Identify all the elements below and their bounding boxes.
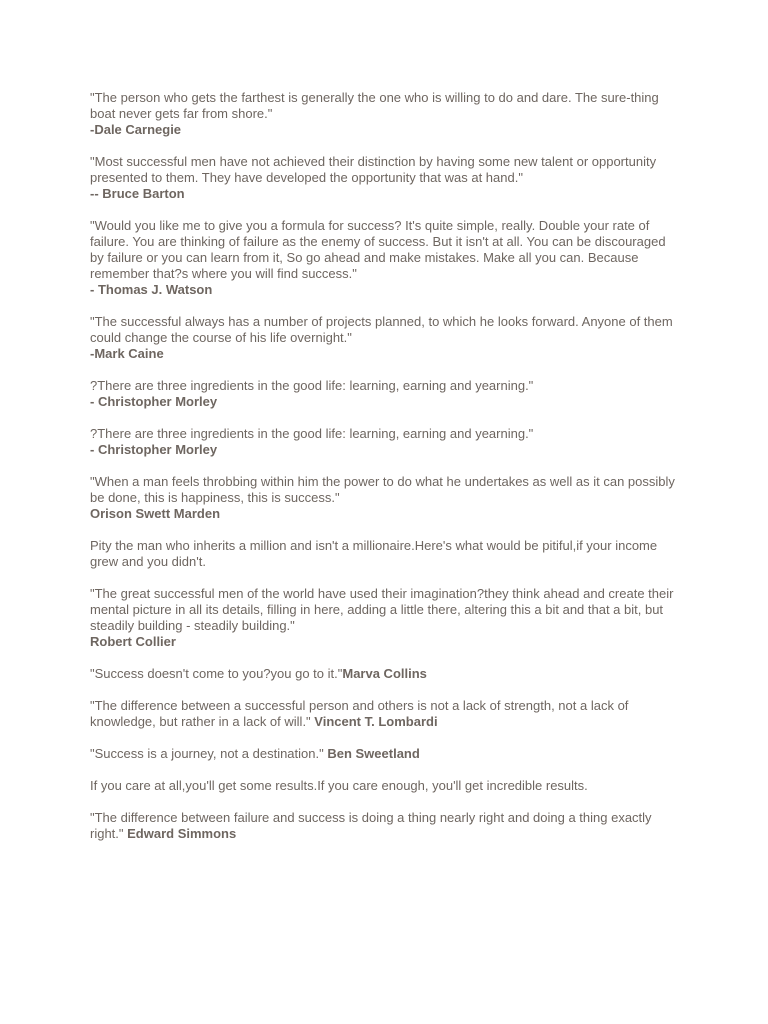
quote-author: Orison Swett Marden xyxy=(90,506,221,521)
quote-block xyxy=(90,378,680,410)
quote-author: Ben Sweetland xyxy=(327,746,420,761)
quote-author: Edward Simmons xyxy=(127,826,237,841)
quote-text: "Success is a journey, not a destination." xyxy=(90,746,328,761)
quote-text: "Most successful men have not achieved their distinction by having some new talent or opportunity presented to them. They have developed the opportunity that was at hand." xyxy=(90,154,657,185)
quote-block xyxy=(90,426,680,458)
quote-block xyxy=(90,154,680,202)
quote-author: -- Bruce Barton xyxy=(90,186,185,201)
quote-block xyxy=(90,90,680,138)
quote-block xyxy=(90,586,680,650)
quote-text: Pity the man who inherits a million and isn't a millionaire.Here's what would be pitiful,if your income grew and you didn't. xyxy=(90,538,658,569)
quote-author: - Christopher Morley xyxy=(90,442,218,457)
quote-block xyxy=(90,538,680,570)
quote-author: - Christopher Morley xyxy=(90,394,218,409)
quote-author: -Dale Carnegie xyxy=(90,122,182,137)
quote-text: ?There are three ingredients in the good life: learning, earning and yearning." xyxy=(90,378,534,393)
quote-author: -Mark Caine xyxy=(90,346,164,361)
quote-text: ?There are three ingredients in the good life: learning, earning and yearning." xyxy=(90,426,534,441)
quote-author: Vincent T. Lombardi xyxy=(314,714,438,729)
quote-block xyxy=(90,218,680,298)
quote-text: "Would you like me to give you a formula for success? It's quite simple, really. Double your rate of failure. You are thinking of failure as the enemy of success. But it isn't at all. You can be discouraged by failure or you can learn from it, So go ahead and make mistakes. Make all you can. Because remember that?s where you will find success." xyxy=(90,218,666,281)
quote-block xyxy=(90,778,680,794)
quote-block xyxy=(90,746,680,762)
quotes-document xyxy=(90,90,680,858)
quote-block xyxy=(90,474,680,522)
quote-block xyxy=(90,810,680,842)
quote-author: - Thomas J. Watson xyxy=(90,282,213,297)
quote-text: "The difference between failure and success is doing a thing nearly right and doing a thing exactly right." xyxy=(90,810,652,841)
quote-block xyxy=(90,314,680,362)
quote-text: "Success doesn't come to you?you go to it." xyxy=(90,666,343,681)
quote-block xyxy=(90,698,680,730)
quote-author: Marva Collins xyxy=(342,666,427,681)
quote-text: "The great successful men of the world have used their imagination?they think ahead and create their mental picture in all its details, filling in here, adding a little there, altering this a bit and that a bit, but steadily building - steadily building." xyxy=(90,586,674,633)
quote-block xyxy=(90,666,680,682)
quote-text: "When a man feels throbbing within him the power to do what he undertakes as well as it can possibly be done, this is happiness, this is success." xyxy=(90,474,675,505)
quote-author: Robert Collier xyxy=(90,634,176,649)
quote-text: "The person who gets the farthest is generally the one who is willing to do and dare. The sure-thing boat never gets far from shore." xyxy=(90,90,659,121)
quote-text: "The difference between a successful person and others is not a lack of strength, not a lack of knowledge, but rather in a lack of will." xyxy=(90,698,629,729)
quote-text: "The successful always has a number of projects planned, to which he looks forward. Anyone of them could change the course of his life overnight." xyxy=(90,314,673,345)
quote-text: If you care at all,you'll get some results.If you care enough, you'll get incredible results. xyxy=(90,778,588,793)
